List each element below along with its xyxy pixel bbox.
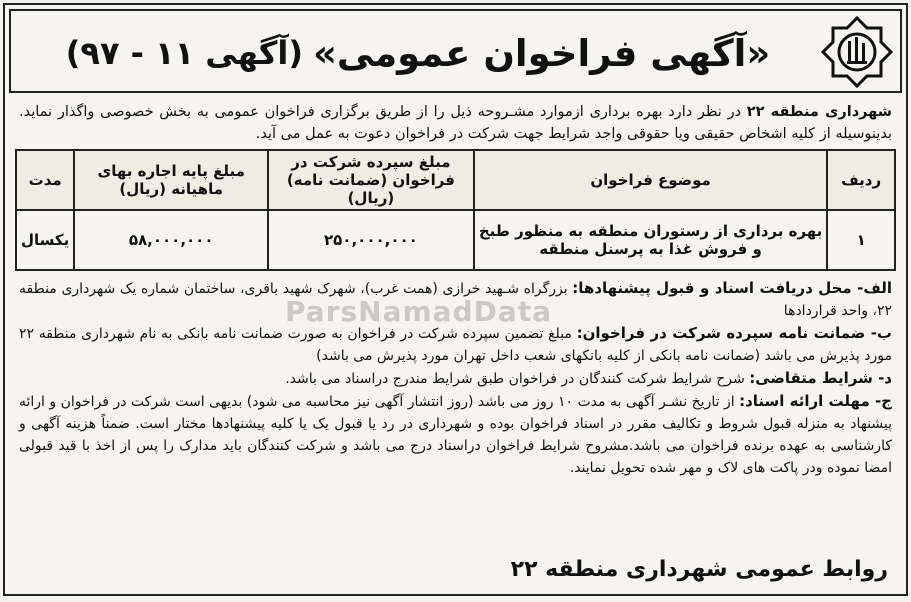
col-rent-header: مبلغ پایه اجاره بهای ماهیانه (ریال) [74, 150, 268, 210]
section-dal [19, 367, 892, 390]
section-text: مبلغ تضمین سپرده شرکت در فراخوان به صورت ضمانت نامه بانکی به نام شهرداری منطقه ۲۲ مورد پذیرش می باشد (ضمانت نامه بانکی از کلیه بانکهای شعب داخل تهران مورد پذیرش می باشد) [19, 326, 892, 364]
section-text: از تاریخ نشـر آگهی به مدت ۱۰ روز می باشد (روز انتشار آگهی نیز محاسبه می شود) بدیهی است شرکت در فراخوان و ارائه پیشنهاد به منزله قبول شروط و تکالیف مقرر در اسناد فراخوان بوده و شهرداری در رد یا قبول یک یا کلیه پیشنهادها مختار است. ضمناً هزینه آگهی و کارشناسی به عهده برنده فراخوان می باشد.مشروح شرایط فراخوان دراسناد درج می باشد و شرکت کنندگان باید مدارک را پس از اخذ با قید قبولی امضا نموده ودر پاکت های لاک و مهر شده تحویل نمایند. [19, 394, 892, 476]
title-main: «آگهی فراخوان عمومی» [312, 31, 771, 75]
municipality-logo-icon [820, 15, 894, 89]
watermark: ParsNamadData [285, 295, 552, 328]
notice-page [3, 3, 908, 596]
notice-header [9, 9, 902, 93]
notice-title [31, 21, 805, 85]
intro-text: در نظر دارد بهره برداری ازموارد مشـروحه ذیل را از طریق برگزاری فراخوان عمومی به بخش خصوصی واگذار نماید. بدینوسیله از کلیه اشخاص حقیقی ویا حقوقی واجد شرایط جهت شرکت در فراخوان دعوت به عمل می آید. [19, 104, 892, 142]
cell-deposit: ۲۵۰,۰۰۰,۰۰۰ [268, 210, 474, 270]
section-label: د- شرایط متقاضی: [749, 369, 892, 387]
cell-subject: بهره برداری از رستوران منطقه به منظور طبخ و فروش غذا به پرسنل منطقه [474, 210, 828, 270]
section-label: الف- محل دریافت اسناد و قبول پیشنهادها: [572, 279, 893, 297]
section-alef [19, 277, 892, 322]
section-label: ب- ضمانت نامه سپرده شرکت در فراخوان: [576, 324, 893, 342]
table-row [16, 210, 895, 270]
intro-org: شهرداری منطقه ۲۲ [746, 104, 892, 120]
tender-table [15, 149, 896, 271]
table-header-row [16, 150, 895, 210]
intro-paragraph [19, 101, 892, 145]
section-jim [19, 390, 892, 479]
notice-sections [15, 277, 896, 479]
cell-duration: یکسال [16, 210, 74, 270]
section-label: ج- مهلت ارائه اسناد: [739, 392, 892, 410]
cell-rent: ۵۸,۰۰۰,۰۰۰ [74, 210, 268, 270]
cell-row-number: ۱ [827, 210, 895, 270]
section-text: بزرگراه شـهید خرازی (همت غرب)، شهرک شهید باقری، ساختمان شماره یک شهرداری منطقه ۲۲، واحد قراردادها [19, 281, 892, 319]
public-relations-signature: روابط عمومی شهرداری منطقه ۲۲ [510, 557, 888, 582]
col-deposit-header: مبلغ سپرده شرکت در فراخوان (ضمانت نامه) (ریال) [268, 150, 474, 210]
section-text: شرح شرایط شرکت کنندگان در فراخوان طبق شرایط مندرج دراسناد می باشد. [285, 371, 750, 387]
section-be [19, 322, 892, 367]
notice-body [15, 101, 896, 586]
title-sub: (آگهی ۱۱ - ۹۷) [65, 34, 303, 72]
col-row-header: ردیف [827, 150, 895, 210]
col-duration-header: مدت [16, 150, 74, 210]
col-subject-header: موضوع فراخوان [474, 150, 828, 210]
